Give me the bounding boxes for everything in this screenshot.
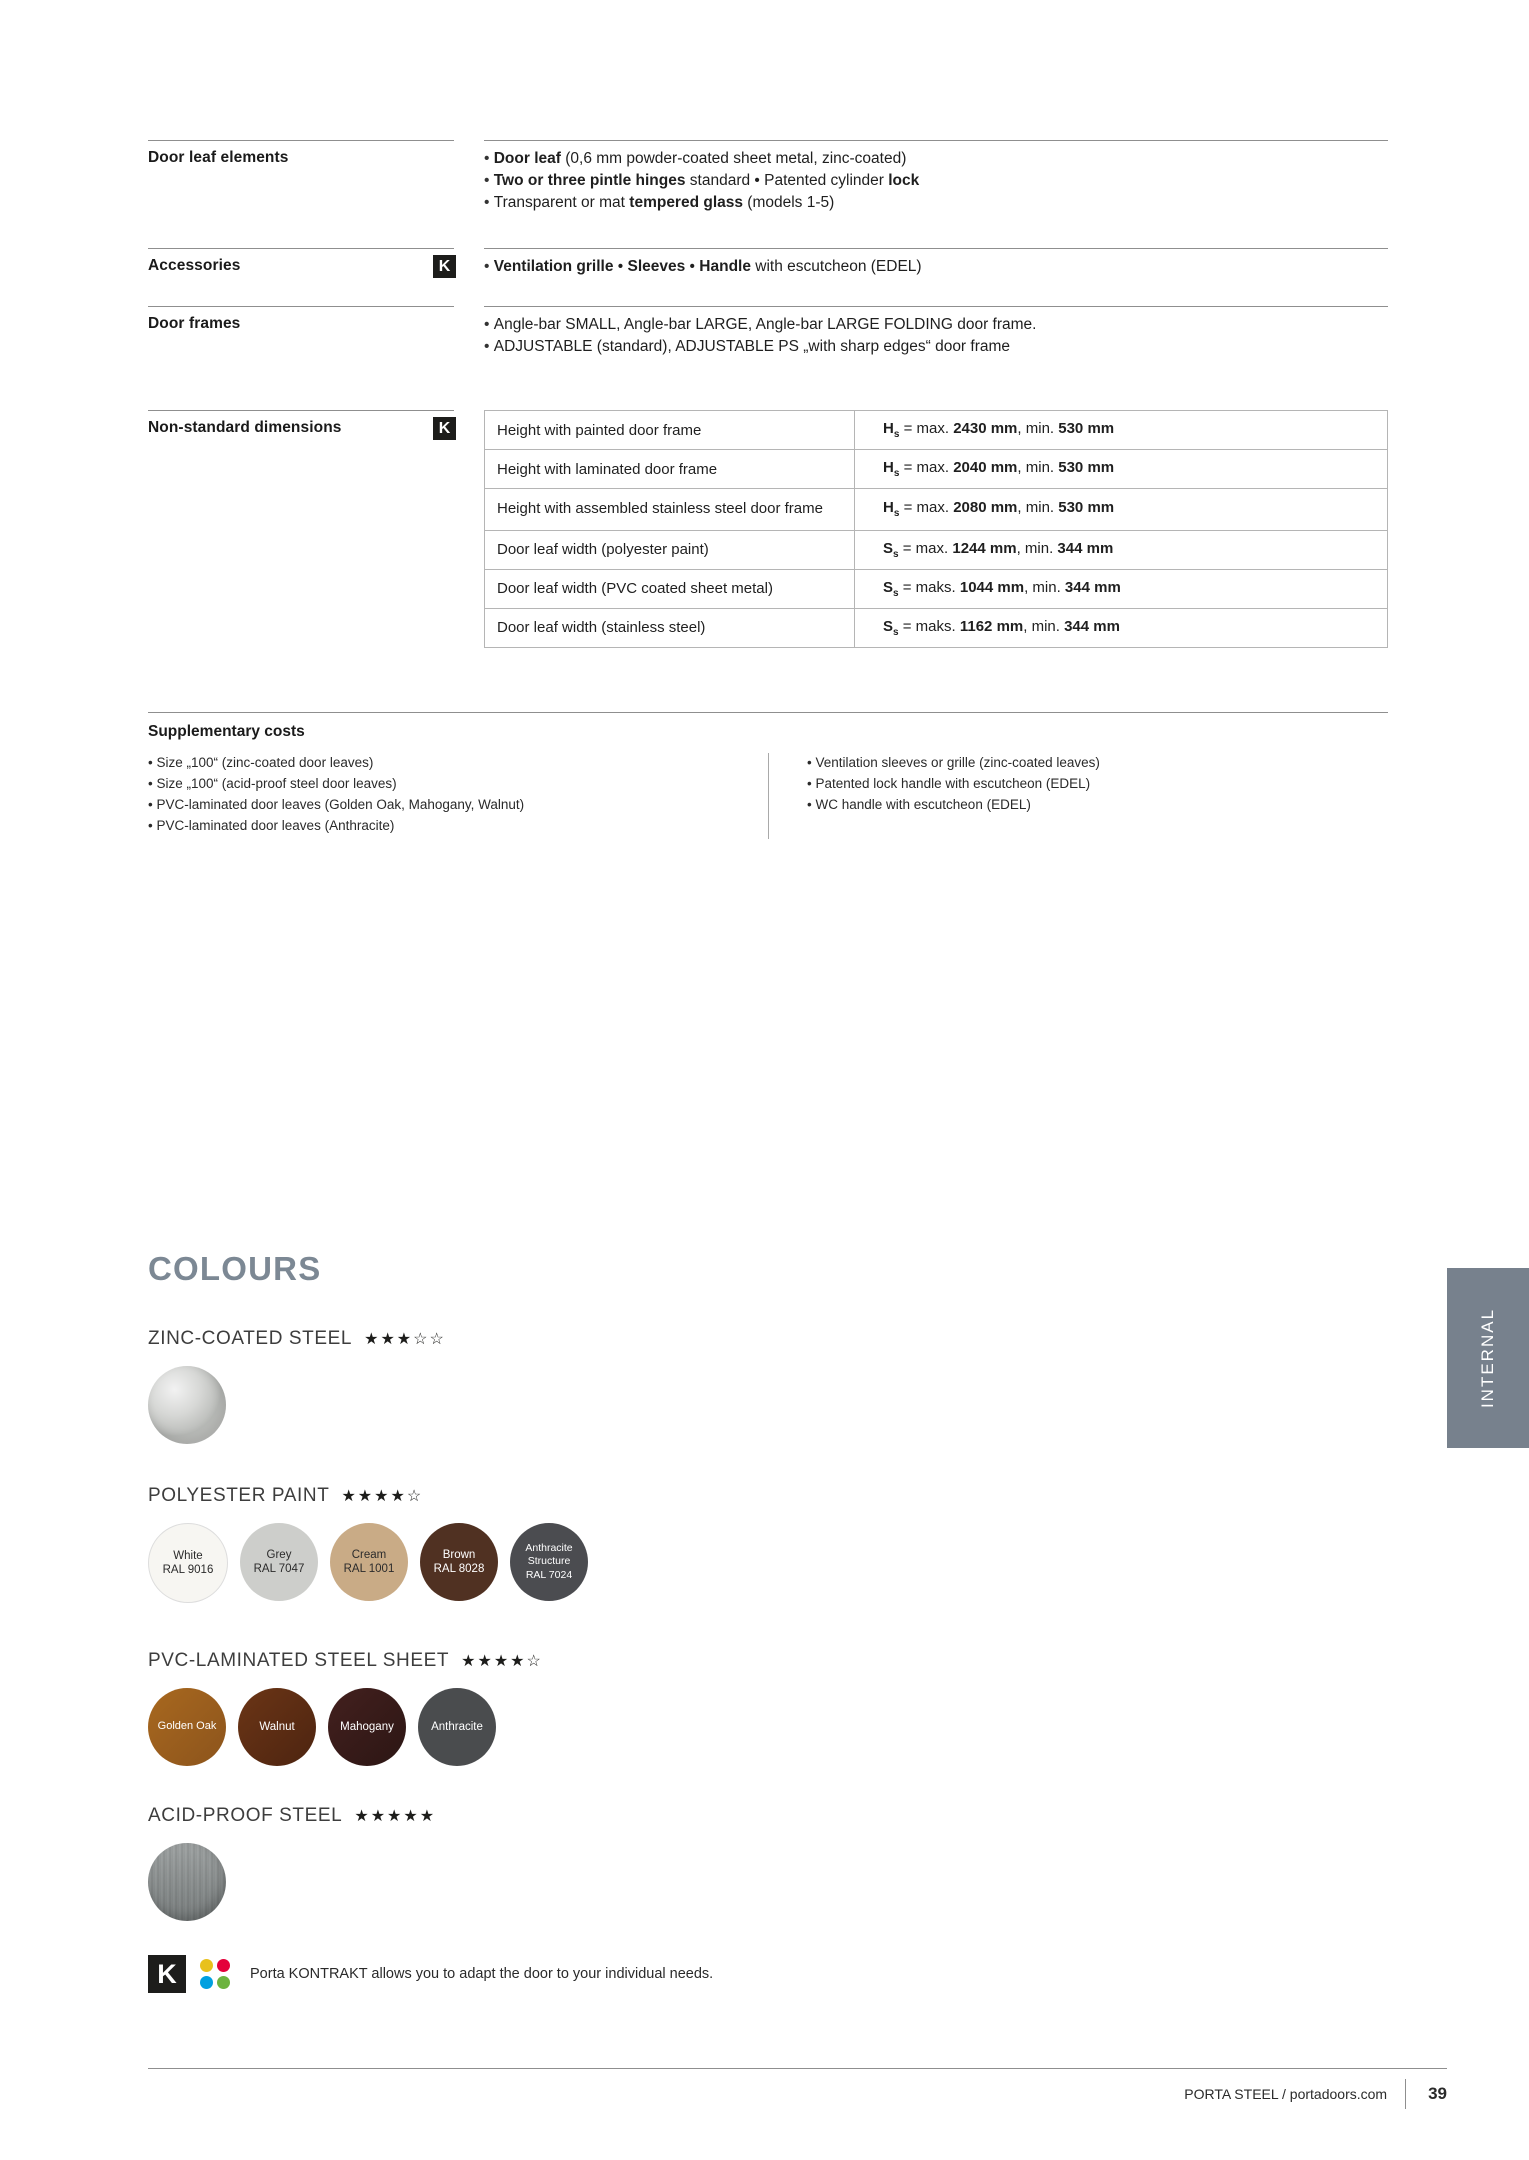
list-item: • Two or three pintle hinges standard • Patented cylinder lock xyxy=(484,170,1388,192)
colour-group-name: ACID-PROOF STEEL xyxy=(148,1805,343,1826)
colour-group-header xyxy=(148,1650,543,1672)
colour-group-acid-proof-steel xyxy=(148,1805,436,1921)
supplementary-costs-block xyxy=(148,712,1388,839)
dimension-name: Door leaf width (polyester paint) xyxy=(485,530,855,569)
colour-group-header xyxy=(148,1485,588,1507)
table-row xyxy=(485,411,1388,450)
swatch-row xyxy=(148,1843,436,1921)
value-text: = max. 1244 mm, min. 344 mm xyxy=(898,539,1114,557)
supplementary-title: Supplementary costs xyxy=(148,723,305,740)
spec-label-cell xyxy=(148,410,458,437)
dimensions-table xyxy=(484,410,1388,648)
swatch-name: Cream xyxy=(351,1548,387,1561)
swatch-name: Anthracite xyxy=(431,1720,483,1733)
colour-group-name: POLYESTER PAINT xyxy=(148,1485,330,1506)
symbol-subscript: s xyxy=(893,548,899,560)
dimension-value xyxy=(855,569,1388,608)
dot-blue xyxy=(200,1976,213,1989)
list-item: • Ventilation grille • Sleeves • Handle with escutcheon (EDEL) xyxy=(484,256,1388,278)
spec-row-door-leaf-elements xyxy=(148,140,1388,248)
dimension-name: Height with assembled stainless steel door frame xyxy=(485,489,855,531)
list-item: • Size „100“ (acid-proof steel door leaves) xyxy=(148,774,768,795)
list-item: • ADJUSTABLE (standard), ADJUSTABLE PS „with sharp edges“ door frame xyxy=(484,336,1388,358)
dimension-name: Door leaf width (stainless steel) xyxy=(485,608,855,647)
dot-yellow xyxy=(200,1959,213,1972)
spec-label: Door frames xyxy=(148,315,241,332)
dimension-value xyxy=(855,608,1388,647)
swatch-walnut[interactable] xyxy=(238,1688,316,1766)
footer-source: PORTA STEEL / portadoors.com xyxy=(1184,2086,1388,2102)
value-text: = max. 2040 mm, min. 530 mm xyxy=(899,459,1115,476)
spec-bullet-list xyxy=(484,141,1388,214)
swatch-code: RAL 9016 xyxy=(162,1564,214,1576)
dimension-name: Door leaf width (PVC coated sheet metal) xyxy=(485,569,855,608)
symbol-subscript: s xyxy=(893,468,900,479)
symbol-subscript: s xyxy=(893,429,900,440)
swatch-row xyxy=(148,1366,446,1444)
side-tab-internal xyxy=(1447,1268,1529,1448)
swatch-row xyxy=(148,1523,588,1603)
dimension-value xyxy=(855,489,1388,531)
divider xyxy=(148,712,1388,713)
rating-stars: ★★★★☆ xyxy=(341,1488,424,1505)
spec-label-cell xyxy=(148,140,458,167)
colour-group-polyester-paint xyxy=(148,1485,588,1603)
swatch-anthracite-structure[interactable] xyxy=(510,1523,588,1601)
list-item: • WC handle with escutcheon (EDEL) xyxy=(807,795,1100,816)
table-row xyxy=(485,450,1388,489)
list-item: • Door leaf (0,6 mm powder-coated sheet metal, zinc-coated) xyxy=(484,148,1388,170)
symbol: S xyxy=(883,539,894,557)
supplementary-left-column xyxy=(148,753,768,839)
value-text: = max. 2080 mm, min. 530 mm xyxy=(899,499,1115,517)
spec-content-cell xyxy=(458,140,1388,214)
swatch-code: RAL 8028 xyxy=(433,1563,485,1575)
colour-group-header xyxy=(148,1328,446,1350)
spec-label-cell xyxy=(148,248,458,275)
kontrakt-note-block xyxy=(148,1955,713,1993)
swatch-name: Mahogany xyxy=(340,1720,394,1733)
table-row xyxy=(485,489,1388,531)
table-row xyxy=(485,530,1388,569)
page-number: 39 xyxy=(1428,2084,1447,2103)
list-item: • PVC-laminated door leaves (Anthracite) xyxy=(148,816,768,837)
value-text: = max. 2430 mm, min. 530 mm xyxy=(899,420,1115,437)
swatch-row xyxy=(148,1688,543,1766)
colour-dots-icon xyxy=(200,1959,230,1989)
swatch-name: Grey xyxy=(266,1548,292,1561)
kontrakt-badge-icon: K xyxy=(433,255,456,278)
swatch-name: Brown xyxy=(442,1548,476,1561)
dot-red xyxy=(217,1959,230,1972)
swatch-grey[interactable] xyxy=(240,1523,318,1601)
value-text: = maks. 1162 mm, min. 344 mm xyxy=(898,617,1120,635)
rating-stars: ★★★☆☆ xyxy=(364,1331,446,1348)
list-item: • Patented lock handle with escutcheon (EDEL) xyxy=(807,774,1100,795)
swatch-zinc-coated[interactable] xyxy=(148,1366,226,1444)
swatch-acid-proof-steel[interactable] xyxy=(148,1843,226,1921)
specifications-block xyxy=(148,140,1388,648)
supplementary-right-list xyxy=(807,753,1100,816)
table-row xyxy=(485,608,1388,647)
rating-stars: ★★★★★ xyxy=(354,1808,437,1825)
kontrakt-badge-icon: K xyxy=(433,417,456,440)
symbol: S xyxy=(883,617,894,635)
list-item: • Transparent or mat tempered glass (models 1-5) xyxy=(484,192,1388,214)
swatch-code: RAL 7047 xyxy=(253,1563,305,1575)
swatch-cream[interactable] xyxy=(330,1523,408,1601)
dimension-value xyxy=(855,411,1388,450)
swatch-code: RAL 7024 xyxy=(525,1568,573,1581)
dimension-value xyxy=(855,530,1388,569)
colour-group-name: PVC-LAMINATED STEEL SHEET xyxy=(148,1650,450,1671)
rating-stars: ★★★★☆ xyxy=(461,1653,543,1670)
spec-label: Accessories xyxy=(148,257,241,274)
list-item: • Angle-bar SMALL, Angle-bar LARGE, Angle-bar LARGE FOLDING door frame. xyxy=(484,314,1388,336)
dimension-value xyxy=(855,450,1388,489)
list-item: • PVC-laminated door leaves (Golden Oak, Mahogany, Walnut) xyxy=(148,795,768,816)
list-item: • Ventilation sleeves or grille (zinc-coated leaves) xyxy=(807,753,1100,774)
symbol-subscript: s xyxy=(893,626,899,638)
swatch-golden-oak[interactable] xyxy=(148,1688,226,1766)
symbol: S xyxy=(883,578,894,596)
spec-content-cell xyxy=(458,248,1388,278)
kontrakt-note-text: Porta KONTRAKT allows you to adapt the door to your individual needs. xyxy=(250,1966,714,1982)
supplementary-right-column xyxy=(768,753,1100,839)
colours-heading: COLOURS xyxy=(148,1250,322,1287)
colour-group-pvc-laminated-steel-sheet xyxy=(148,1650,543,1766)
colour-group-header xyxy=(148,1805,436,1827)
symbol-subscript: s xyxy=(893,508,900,520)
spec-row-non-standard-dimensions xyxy=(148,410,1388,648)
swatch-white[interactable] xyxy=(148,1523,228,1603)
table-row xyxy=(485,569,1388,608)
dot-green xyxy=(217,1976,230,1989)
symbol: H xyxy=(883,420,894,437)
kontrakt-logo-icon: K xyxy=(148,1955,186,1993)
spec-row-accessories xyxy=(148,248,1388,306)
swatch-name: Anthracite Structure xyxy=(525,1542,573,1568)
spec-label: Non-standard dimensions xyxy=(148,419,342,436)
swatch-code: RAL 1001 xyxy=(343,1563,395,1575)
spec-content-cell xyxy=(458,306,1388,358)
spec-row-door-frames xyxy=(148,306,1388,384)
symbol-subscript: s xyxy=(893,587,899,599)
dimension-name: Height with painted door frame xyxy=(485,411,855,450)
swatch-name: White xyxy=(173,1549,203,1562)
spec-label-cell xyxy=(148,306,458,333)
swatch-brown[interactable] xyxy=(420,1523,498,1601)
value-text: = maks. 1044 mm, min. 344 mm xyxy=(898,578,1121,596)
spec-bullet-list xyxy=(484,307,1388,358)
colour-group-zinc-coated-steel xyxy=(148,1328,446,1444)
swatch-name: Walnut xyxy=(259,1720,295,1733)
swatch-mahogany[interactable] xyxy=(328,1688,406,1766)
dimensions-table-cell xyxy=(458,410,1388,648)
list-item: • Size „100“ (zinc-coated door leaves) xyxy=(148,753,768,774)
dimension-name: Height with laminated door frame xyxy=(485,450,855,489)
spec-label: Door leaf elements xyxy=(148,149,289,166)
swatch-name: Golden Oak xyxy=(157,1720,217,1733)
colour-group-name: ZINC-COATED STEEL xyxy=(148,1328,353,1349)
side-tab-label: INTERNAL xyxy=(1478,1307,1497,1409)
symbol: H xyxy=(883,499,894,517)
supplementary-columns xyxy=(148,753,1388,839)
page-footer xyxy=(148,2068,1447,2109)
spec-bullet-list xyxy=(484,249,1388,278)
supplementary-left-list xyxy=(148,753,768,837)
symbol: H xyxy=(883,459,894,476)
swatch-anthracite[interactable] xyxy=(418,1688,496,1766)
